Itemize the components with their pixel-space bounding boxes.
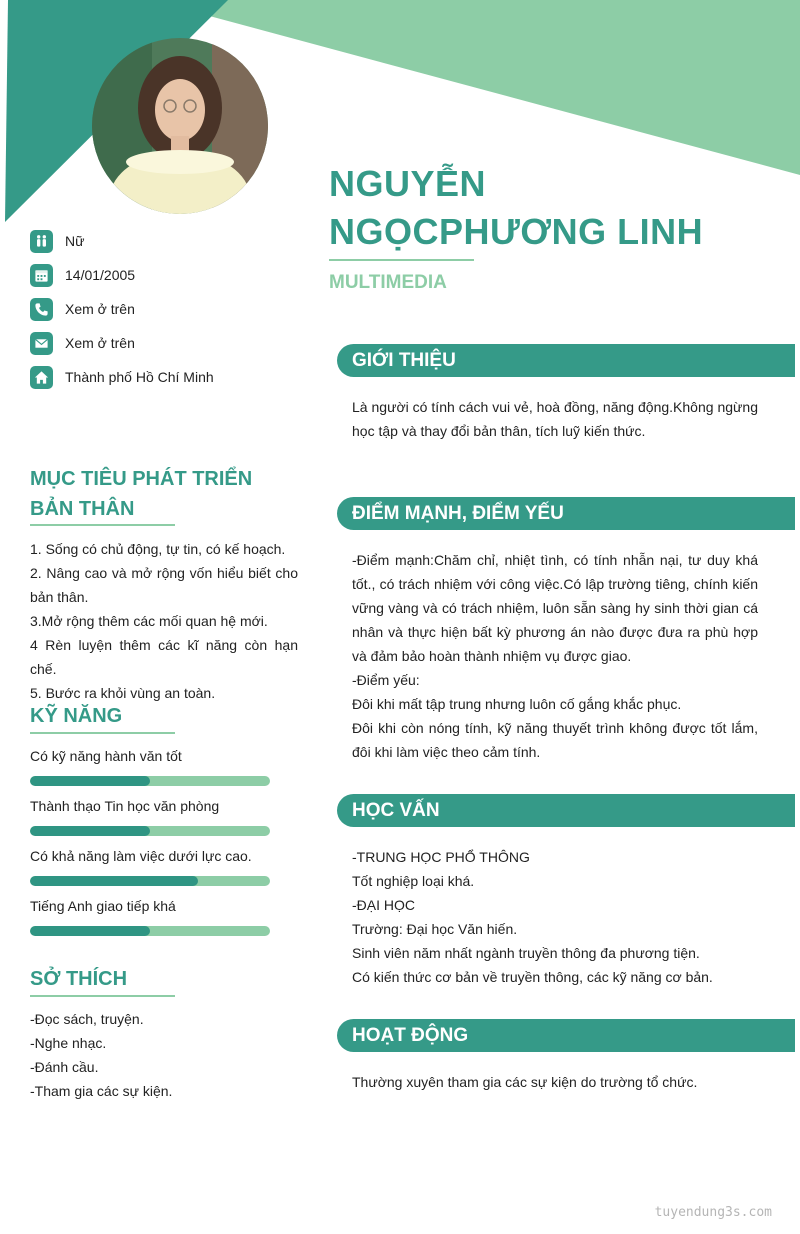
skill-bar bbox=[30, 876, 270, 886]
hobbies-underline bbox=[30, 995, 175, 997]
list-item: -Tham gia các sự kiện. bbox=[30, 1083, 173, 1099]
profile-photo bbox=[92, 38, 268, 214]
paragraph: Đôi khi mất tập trung nhưng luôn cố gắng khắc phục. bbox=[352, 696, 682, 712]
skill-bar bbox=[30, 826, 270, 836]
skill-label: Thành thạo Tin học văn phòng bbox=[30, 798, 220, 814]
hobbies-list bbox=[30, 1007, 298, 1103]
calendar-icon bbox=[30, 264, 53, 287]
paragraph: -Điểm mạnh:Chăm chỉ, nhiệt tình, có tính nhẫn nại, tư duy khá tốt., có trách nhiệm với công việc.Có lập trường tiêng, chính kiến vững vàng và có trách nhiệm, luôn sẵn sàng hy sinh thời gian cá nhân và thực hiện bất kỳ phương án nào được đưa ra phù hợp và đảm bảo hoàn thành nhiệm vụ được giao. bbox=[352, 552, 758, 664]
skills-title: KỸ NĂNG bbox=[30, 705, 123, 727]
contact-phone bbox=[30, 292, 214, 326]
watermark: tuyendung3s.com bbox=[654, 1205, 772, 1220]
section-title: ĐIỂM MẠNH, ĐIỂM YẾU bbox=[352, 503, 564, 524]
goals-underline bbox=[30, 524, 175, 526]
activities-content bbox=[352, 1070, 758, 1094]
gender-icon bbox=[30, 230, 53, 253]
skill-item bbox=[30, 796, 290, 836]
contact-info bbox=[30, 224, 214, 394]
section-header-activities bbox=[337, 1019, 795, 1052]
contact-birthday-value: 14/01/2005 bbox=[65, 267, 136, 283]
contact-birthday bbox=[30, 258, 214, 292]
strengths-content bbox=[352, 548, 758, 764]
paragraph: Có kiến thức cơ bản về truyền thông, các kỹ năng cơ bản. bbox=[352, 969, 713, 985]
home-icon bbox=[30, 366, 53, 389]
list-item: 3.Mở rộng thêm các mối quan hệ mới. bbox=[30, 613, 268, 629]
skill-bar-fill bbox=[30, 826, 150, 836]
avatar bbox=[92, 38, 268, 214]
section-header-intro bbox=[337, 344, 795, 377]
section-header-education bbox=[337, 794, 795, 827]
goals-list bbox=[30, 537, 298, 705]
paragraph: Là người có tính cách vui vẻ, hoà đồng, năng động.Không ngừng học tập và thay đổi bản thân, tích luỹ kiến thức. bbox=[352, 399, 758, 439]
list-item: -Nghe nhạc. bbox=[30, 1035, 107, 1051]
contact-address bbox=[30, 360, 214, 394]
contact-email-value: Xem ở trên bbox=[65, 335, 135, 351]
name-underline bbox=[329, 259, 474, 261]
section-header-strengths bbox=[337, 497, 795, 530]
phone-icon bbox=[30, 298, 53, 321]
section-title: GIỚI THIỆU bbox=[352, 350, 456, 371]
skill-bar bbox=[30, 776, 270, 786]
paragraph: -TRUNG HỌC PHỔ THÔNG bbox=[352, 849, 530, 865]
skill-bar-fill bbox=[30, 926, 150, 936]
job-title: MULTIMEDIA bbox=[329, 272, 447, 293]
list-item: 4 Rèn luyện thêm các kĩ năng còn hạn chế. bbox=[30, 637, 298, 677]
goals-title: MỤC TIÊU PHÁT TRIỂN BẢN THÂN bbox=[30, 468, 253, 520]
intro-content bbox=[352, 395, 758, 443]
paragraph: -ĐẠI HỌC bbox=[352, 897, 415, 913]
skill-bar bbox=[30, 926, 270, 936]
section-title: HỌC VẤN bbox=[352, 800, 440, 821]
contact-email bbox=[30, 326, 214, 360]
contact-gender bbox=[30, 224, 214, 258]
list-item: -Đánh cầu. bbox=[30, 1059, 99, 1075]
paragraph: Tốt nghiệp loại khá. bbox=[352, 873, 475, 889]
skills-underline bbox=[30, 732, 175, 734]
email-icon bbox=[30, 332, 53, 355]
paragraph: Thường xuyên tham gia các sự kiện do trường tổ chức. bbox=[352, 1074, 698, 1090]
full-name: NGUYỄN NGỌCPHƯƠNG LINH bbox=[329, 163, 704, 252]
skill-label: Có kỹ năng hành văn tốt bbox=[30, 748, 182, 764]
paragraph: -Điểm yếu: bbox=[352, 672, 420, 688]
list-item: 2. Nâng cao và mở rộng vốn hiểu biết cho bản thân. bbox=[30, 565, 298, 605]
skill-item bbox=[30, 896, 290, 936]
paragraph: Trường: Đại học Văn hiến. bbox=[352, 921, 518, 937]
section-title: HOẠT ĐỘNG bbox=[352, 1025, 469, 1046]
contact-phone-value: Xem ở trên bbox=[65, 301, 135, 317]
hobbies-title: SỞ THÍCH bbox=[30, 968, 128, 990]
skill-bar-fill bbox=[30, 776, 150, 786]
skill-bar-fill bbox=[30, 876, 198, 886]
skill-item bbox=[30, 746, 290, 786]
paragraph: Đôi khi còn nóng tính, kỹ năng thuyết trình không được tốt lắm, đôi khi làm việc theo cảm tính. bbox=[352, 720, 758, 760]
paragraph: Sinh viên năm nhất ngành truyền thông đa phương tiện. bbox=[352, 945, 700, 961]
list-item: -Đọc sách, truyện. bbox=[30, 1011, 144, 1027]
contact-address-value: Thành phố Hồ Chí Minh bbox=[65, 369, 214, 385]
skill-item bbox=[30, 846, 290, 886]
list-item: 5. Bước ra khỏi vùng an toàn. bbox=[30, 685, 216, 701]
education-content bbox=[352, 845, 758, 989]
skill-label: Tiếng Anh giao tiếp khá bbox=[30, 898, 176, 914]
skill-label: Có khả năng làm việc dưới lực cao. bbox=[30, 848, 252, 864]
list-item: 1. Sống có chủ động, tự tin, có kế hoạch. bbox=[30, 541, 286, 557]
contact-gender-value: Nữ bbox=[65, 233, 85, 249]
